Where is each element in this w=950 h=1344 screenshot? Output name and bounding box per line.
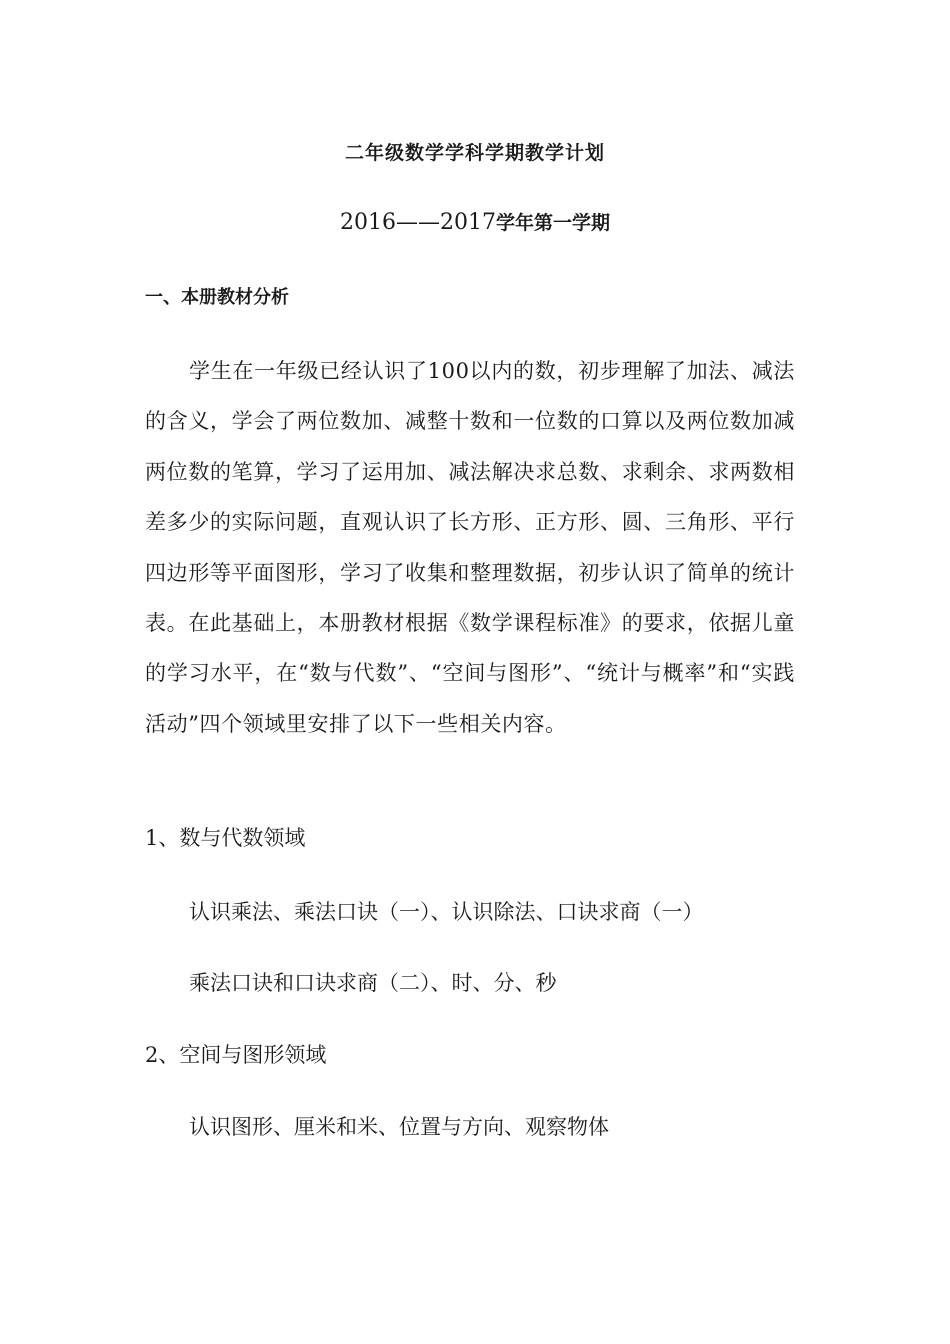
domain1-line1: 认识乘法、乘法口诀（一）、认识除法、口诀求商（一） [189, 900, 704, 924]
domain2-label: 2、空间与图形领域 [145, 1043, 327, 1067]
domain1-line2: 乘法口诀和口诀求商（二）、时、分、秒 [189, 971, 557, 995]
analysis-paragraph: 学生在一年级已经认识了100以内的数，初步理解了加法、减法的含义，学会了两位数加、减整十数和一位数的口算以及两位数加减两位数的笔算，学习了运用加、减法解决求总数、求剩余、求两数相差多少的实际问题，直观认识了长方形、正方形、圆、三角形、平行四边形等平面图形，学习了收集和整理数据，初步认识了简单的统计表。在此基础上，本册教材根据《数学课程标准》的要求，依据儿童的学习水平，在“数与代数”、“空间与图形”、“统计与概率”和“实践活动”四个领域里安排了以下一些相关内容。 [145, 359, 795, 736]
document-subtitle [0, 208, 950, 235]
domain2-line1: 认识图形、厘米和米、位置与方向、观察物体 [189, 1115, 609, 1139]
domain1-label: 1、数与代数领域 [145, 826, 306, 850]
document-title: 二年级数学学科学期教学计划 [344, 142, 605, 164]
subtitle-term: 学年第一学期 [495, 212, 610, 234]
section-heading: 一、本册教材分析 [145, 287, 289, 308]
subtitle-year: 2016——2017 [340, 210, 496, 235]
